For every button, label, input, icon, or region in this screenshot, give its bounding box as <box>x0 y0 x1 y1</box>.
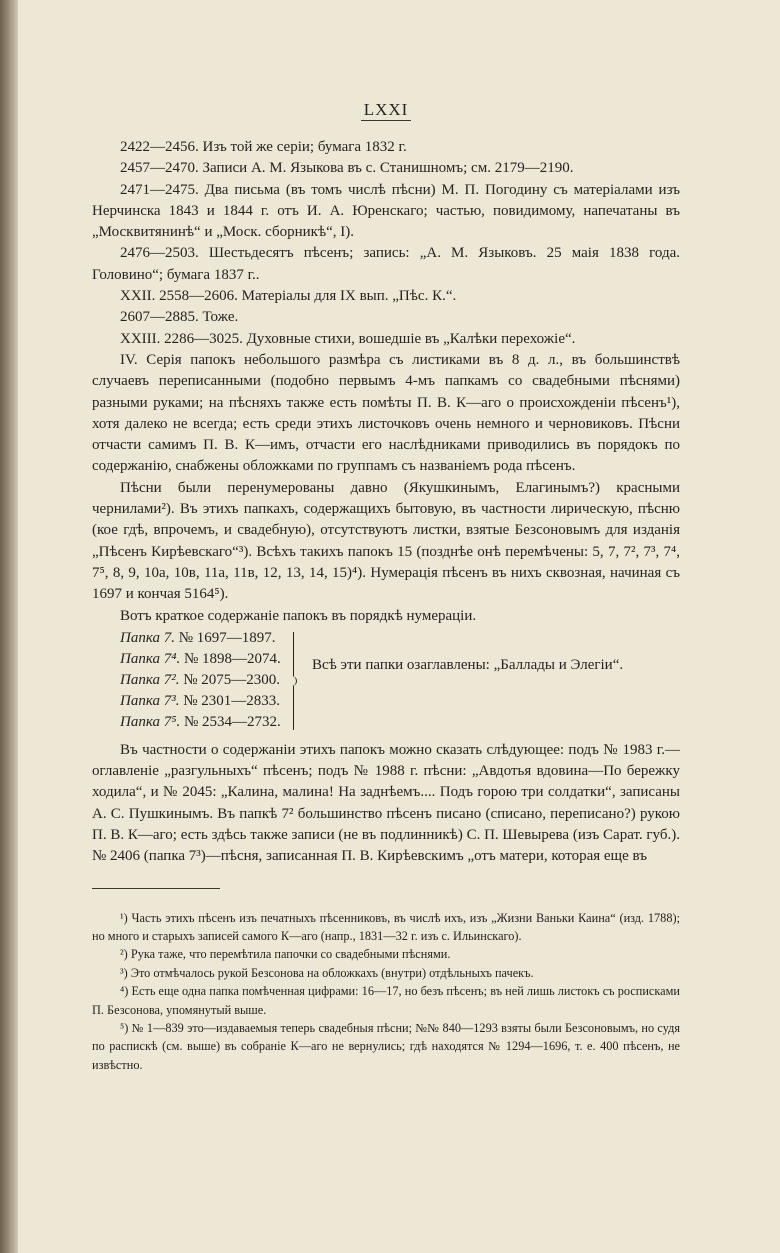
folder-range: № 2534—2732. <box>183 713 281 730</box>
paragraph-numbering: Пѣсни были перенумерованы давно (Якушкинымъ, Елагинымъ?) красными чернилами²). Въ этихъ папкахъ, содержащихъ бытовую, въ частности лирическую, пѣсню (кое гдѣ, впрочемъ, и свадебную), отсутствуютъ листки, взятые Безсоновымъ для изданія „Пѣсенъ Кирѣевскаго“³). Всѣхъ такихъ папокъ 15 (позднѣе онѣ перемѣчены: 5, 7, 7², 7³, 7⁴, 7⁵, 8, 9, 10а, 10в, 11а, 11в, 12, 13, 14, 15)⁴). Нумерація пѣсенъ въ нихъ сквозная, начиная съ 1697 и кончая 5164⁵). <box>92 479 680 603</box>
paragraph-summary-intro: Вотъ краткое содержаніе папокъ въ порядкѣ нумераціи. <box>120 607 477 624</box>
folder-item <box>120 670 280 691</box>
footnote-4: ⁴) Есть еще одна папка помѣченная цифрами: 16—17, но безъ пѣсенъ; въ ней лишь листокъ съ росписками П. Безсонова, упомянутый выше. <box>92 984 680 1017</box>
footnotes <box>92 909 680 1075</box>
main-text <box>92 137 680 868</box>
page-number-header <box>92 100 680 120</box>
paragraph-xxii: XXII. 2558—2606. Матеріалы для IX вып. „Пѣс. К.“. <box>120 288 457 305</box>
folder-name: Папка 7. <box>120 629 175 646</box>
folder-range: № 1697—1897. <box>178 629 276 646</box>
folder-name: Папка 7². <box>120 671 180 688</box>
paragraph-iv-series: IV. Серія папокъ небольшого размѣра съ листиками въ 8 д. л., въ большинствѣ случаевъ переписанными (подобно первымъ 4-мъ папкамъ со свадебными пѣснями) разными руками; на пѣсняхъ также есть помѣты П. В. К—аго о происхожденіи пѣсенъ¹), хотя далеко не всегда; есть среди этихъ листочковъ очень немного и черновиковъ. Пѣсни отчасти самимъ П. В. К—имъ, отчасти его наслѣдниками приводились въ порядокъ по содержанію, снабжены обложками по группамъ съ названіемъ рода пѣсенъ. <box>92 351 680 475</box>
footnote-5: ⁵) № 1—839 это—издаваемыя теперь свадебныя пѣсни; №№ 840—1293 взяты были Безсоновымъ, но судя по распискѣ (см. выше) въ собраніе К—аго не вернулись; гдѣ находятся № 1294—1696, т. е. 400 пѣсенъ, не извѣстно. <box>92 1021 680 1072</box>
footnote-2: ²) Рука таже, что перемѣтила папочки со свадебными пѣснями. <box>120 947 451 962</box>
folder-range: № 2075—2300. <box>183 671 281 688</box>
footnote-rule <box>92 888 220 889</box>
folder-name: Папка 7⁴. <box>120 650 181 667</box>
paragraph-2476: 2476—2503. Шестьдесятъ пѣсенъ; запись: „А. М. Языковъ. 25 маія 1838 года. Головино“; бумага 1837 г.. <box>92 245 680 283</box>
roman-page-number: LXXI <box>361 100 412 121</box>
paragraph-xxiii: XXIII. 2286—3025. Духовные стихи, вошедшіе въ „Калѣки перехожіе“. <box>120 330 576 347</box>
book-spine-shadow <box>0 0 18 1253</box>
paragraph-2457: 2457—2470. Записи А. М. Языкова въ с. Станишномъ; см. 2179—2190. <box>120 160 574 177</box>
folder-item <box>120 712 281 733</box>
footnote-1: ¹) Часть этихъ пѣсенъ изъ печатныхъ пѣсенниковъ, въ числѣ ихъ, изъ „Жизни Ваньки Каина“ (изд. 1788); но много и старыхъ записей самого К—аго (напр., 1831—32 г. изъ с. Ильинскаго). <box>92 910 680 944</box>
paragraph-2422: 2422—2456. Изъ той же серіи; бумага 1832 г. <box>120 139 407 155</box>
paragraph-2471: 2471—2475. Два письма (въ томъ числѣ пѣсни) М. П. Погодину съ матеріалами изъ Нерчинска 1843 и 1844 г. отъ И. А. Юренскаго; частью, повидимому, напечатаны въ „Москвитянинѣ“ и „Моск. сборникѣ“, I). <box>92 181 680 241</box>
folder-name: Папка 7³. <box>120 692 180 709</box>
folder-range: № 2301—2833. <box>183 692 281 709</box>
paragraph-2607: 2607—2885. Тоже. <box>120 309 239 326</box>
paragraph-folder-contents: Въ частности о содержаніи этихъ папокъ можно сказать слѣдующее: подъ № 1983 г.—оглавленіе „разгульныхъ“ пѣсенъ; подъ № 1988 г. пѣсни: „Авдотья вдовина—По бережку ходила“, и № 2045: „Калина, малина! На заднѣемъ.... Подъ горою три солдатки“, записаны А. С. Пушкинымъ. Въ папкѣ 7² большинство пѣсенъ писано (списано, переписано?) рукою П. В. К—аго; есть здѣсь также записи (не въ подлинникѣ) С. П. Шевырева (изъ Сарат. губ.). № 2406 (папка 7³)—пѣсня, записанная П. В. Кирѣевскимъ „отъ матери, которая еще въ <box>92 741 680 865</box>
folder-item <box>120 691 280 712</box>
folders-note: Всѣ эти папки озаглавлены: „Баллады и Элегіи“. <box>312 656 624 673</box>
footnote-3: ³) Это отмѣчалось рукой Безсонова на обложкахъ (внутри) отдѣльныхъ пачекъ. <box>120 965 534 980</box>
book-page <box>92 100 680 1074</box>
folder-list <box>92 628 680 736</box>
folder-range: № 1898—2074. <box>183 650 281 667</box>
folder-item <box>120 649 281 670</box>
folder-item <box>120 628 276 649</box>
folder-name: Папка 7⁵. <box>120 713 181 730</box>
grouping-brace <box>293 632 302 730</box>
